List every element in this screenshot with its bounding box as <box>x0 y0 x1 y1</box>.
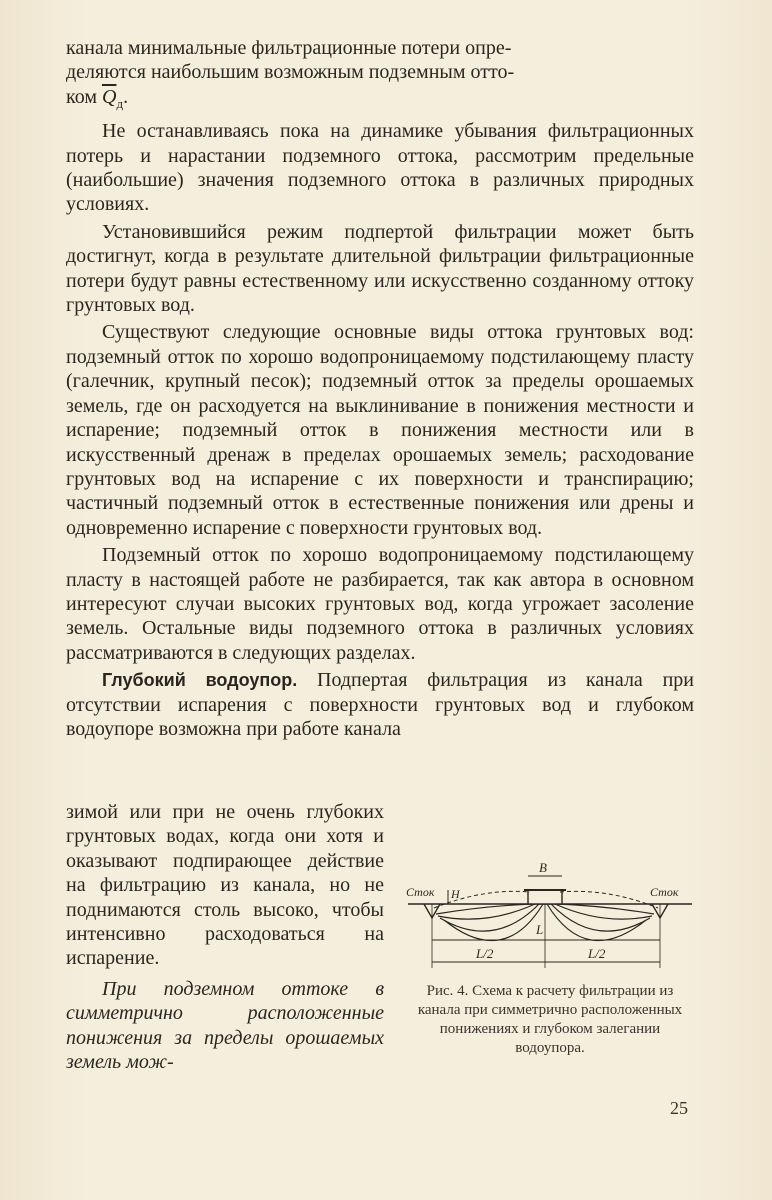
text-line: деляются наибольшим возможным подземным отто- <box>66 61 515 84</box>
flow-line <box>547 904 646 941</box>
label-h: H <box>451 887 460 901</box>
label-stok-right: Сток <box>650 885 679 899</box>
label-b: B <box>539 860 547 875</box>
paragraph: Подземный отток по хорошо водопроницаемому подстилающему пласту в настоящей работе не разбирается, так как автора в основном интересуют случаи высоких грунтовых вод, когда угрожает засоление земель. Остальные виды подземного оттока в различных условиях рассматриваются в следующих разделах. <box>66 544 694 664</box>
flow-line <box>436 904 532 914</box>
label-l2-right: L/2 <box>588 946 606 961</box>
section-text: Подпертая фильтрация из канала при отсутствии испарения с поверхности грунтовых вод и глубоком водоупоре возможна при работе канала <box>66 669 694 740</box>
canal <box>528 890 562 904</box>
italic-paragraph: При подземном оттоке в симметрично расположенные понижения за пределы орошаемых земель мож- <box>66 977 384 1074</box>
paragraph: Существуют следующие основные виды оттока грунтовых вод: подземный отток по хорошо водопроницаемому подстилающему пласту (галечник, крупный песок); подземный отток за пределы орошаемых земель, где он расходуется на выклинивание в понижения местности и испарение; подземный отток в понижения местности или в искусственный дренаж в пределах орошаемых земель; расходование грунтовых вод на испарение с их поверхности и транспирацию; частичный подземный отток в естественные понижения или дрены и одновременно испарение с поверхности грунтовых вод. <box>66 321 694 539</box>
right-water-table <box>560 891 658 908</box>
section-heading: Глубокий водоупор. <box>102 670 298 691</box>
paragraph: Не останавливаясь пока на динамике убывания фильтрационных потерь и нарастании подземного оттока, рассмотрим предельные (наибольшие) значения подземного оттока в различных природных условиях. <box>66 120 694 216</box>
flow-line <box>444 904 543 941</box>
flow-line <box>558 904 654 914</box>
label-l2-left: L/2 <box>476 946 494 961</box>
section-paragraph <box>66 668 694 741</box>
continuation-text: зимой или при не очень глубоких грунтовых водах, когда они хотя и оказывают подпирающее действие на фильтрацию из канала, но не поднимаются столь высоко, чтобы интенсивно расходоваться на испарение. <box>66 801 384 970</box>
paragraph: Установившийся режим подпертой фильтрации может быть достигнут, когда в результате длительной фильтрации фильтрационные потери будут равны естественному или искусственно созданному оттоку грунтовых вод. <box>66 220 694 317</box>
main-text <box>66 36 694 741</box>
label-l: L <box>536 922 544 937</box>
top-paragraph <box>66 36 694 116</box>
label-stok-left: Сток <box>406 885 435 899</box>
page-number: 25 <box>670 1098 688 1118</box>
left-column <box>66 800 384 1074</box>
text-line: ком <box>66 85 102 108</box>
figure-caption: Рис. 4. Схема к расчету фильтрации из канала при симметрично расположенных понижениях и глубоком залегании водоупора. <box>417 983 683 1056</box>
text-line: канала минимальные фильтрационные потери опре- <box>66 37 512 59</box>
text-line: . <box>123 85 129 108</box>
q-d-symbol: $\overline{Q}_д$ <box>101 85 124 111</box>
figure-area <box>66 800 694 1100</box>
filtration-diagram <box>404 830 696 980</box>
